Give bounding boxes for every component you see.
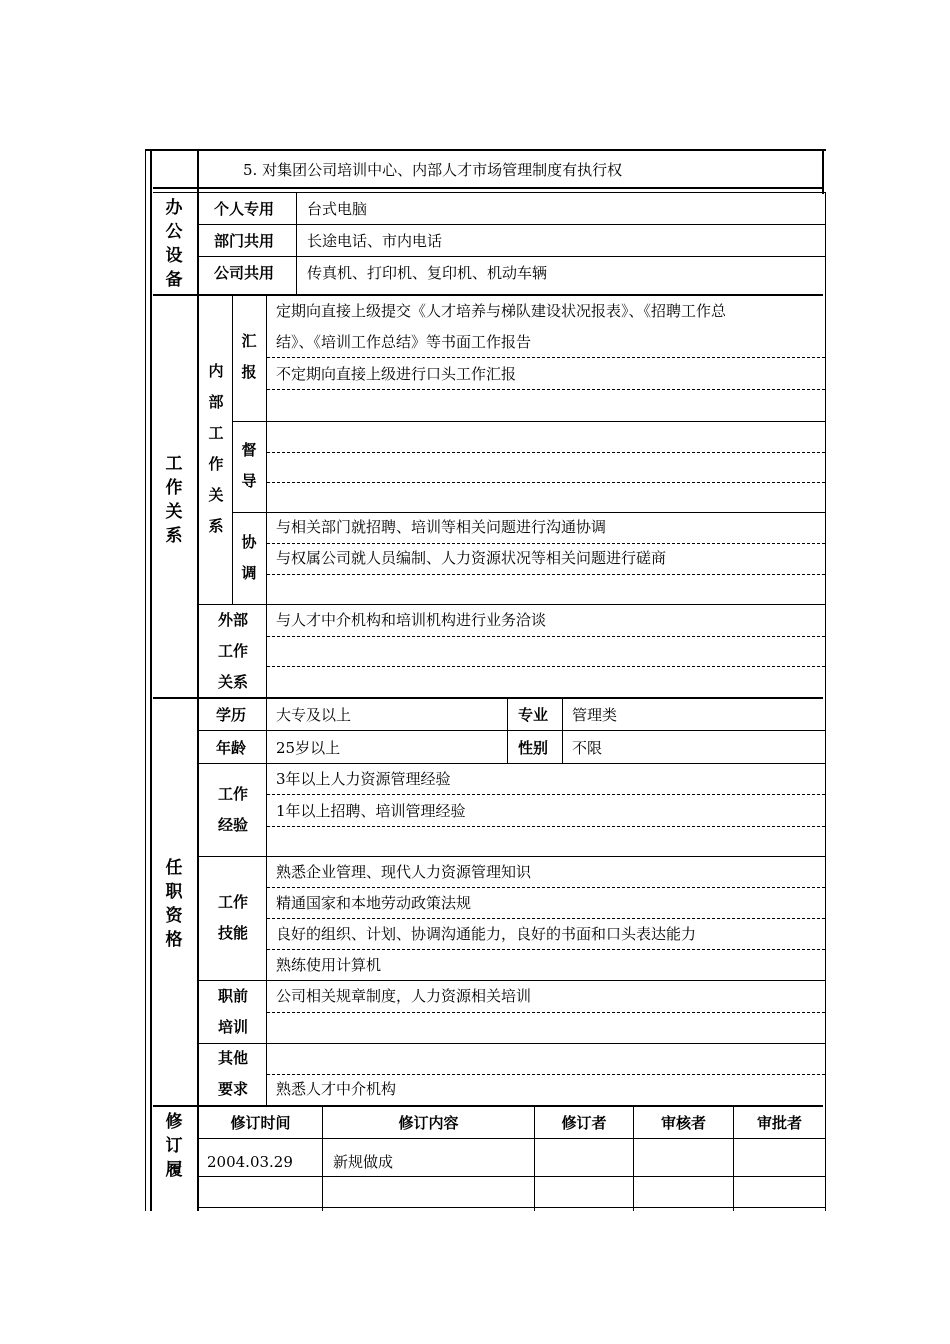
qual-mid-column xyxy=(507,697,508,763)
external-relations-label: 外部 工作 关系 xyxy=(217,611,248,691)
row-divider xyxy=(199,1176,825,1177)
report-line-1: 定期向直接上级提交《人才培养与梯队建设状况报表》、《招聘工作总 xyxy=(276,302,727,320)
outer-left-border-thick xyxy=(150,149,152,1211)
revision-row-1-date: 2004.03.29 xyxy=(207,1153,293,1171)
coordinate-label: 协 调 xyxy=(241,533,257,582)
age-label: 年龄 xyxy=(216,739,247,757)
dashed-line xyxy=(267,949,825,950)
experience-line-1: 3年以上人力资源管理经验 xyxy=(276,770,451,788)
report-line-2: 结》、《培训工作总结》等书面工作报告 xyxy=(276,333,532,351)
skills-line-2: 精通国家和本地劳动政策法规 xyxy=(276,894,472,912)
row-divider xyxy=(199,730,825,731)
qual-mid-column-2 xyxy=(562,697,563,763)
skills-line-1: 熟悉企业管理、现代人力资源管理知识 xyxy=(276,863,532,881)
dashed-line xyxy=(267,452,825,453)
row-divider xyxy=(199,980,825,981)
experience-label: 工作 经验 xyxy=(217,785,248,834)
revision-header-reviewer: 审核者 xyxy=(660,1114,706,1132)
internal-relations-label: 内 部 工 作 关 系 xyxy=(208,362,224,535)
row-divider xyxy=(199,1207,825,1208)
row-divider xyxy=(199,604,825,605)
dashed-line xyxy=(267,574,825,575)
qual-label-column xyxy=(266,697,267,1105)
qualification-section-title: 任 职 资 格 xyxy=(165,858,183,950)
row-divider xyxy=(199,856,825,857)
revision-header-reviser: 修订者 xyxy=(561,1114,607,1132)
office-value-personal: 台式电脑 xyxy=(307,200,368,218)
office-value-company: 传真机、打印机、复印机、机动车辆 xyxy=(307,264,548,282)
dashed-line xyxy=(267,794,825,795)
dashed-line xyxy=(267,1074,825,1075)
revision-header-date: 修订时间 xyxy=(230,1114,291,1132)
relations-section-title: 工 作 关 系 xyxy=(165,454,183,546)
office-label-personal: 个人专用 xyxy=(214,200,275,218)
external-line-1: 与人才中介机构和培训机构进行业务洽谈 xyxy=(276,611,547,629)
coordinate-line-2: 与权属公司就人员编制、人力资源状况等相关问题进行磋商 xyxy=(276,549,667,567)
dashed-line xyxy=(267,666,825,667)
education-value: 大专及以上 xyxy=(276,706,352,724)
right-border xyxy=(825,192,826,1211)
dashed-line xyxy=(267,482,825,483)
dashed-line xyxy=(267,826,825,827)
row-divider xyxy=(233,512,825,513)
coordinate-line-1: 与相关部门就招聘、培训等相关问题进行沟通协调 xyxy=(276,518,607,536)
internal-label-column xyxy=(232,294,233,604)
skills-line-4: 熟练使用计算机 xyxy=(276,956,382,974)
experience-line-2: 1年以上招聘、培训管理经验 xyxy=(276,802,466,820)
other-line-1: 熟悉人才中介机构 xyxy=(276,1080,397,1098)
office-section-title: 办 公 设 备 xyxy=(165,198,183,290)
age-value: 25岁以上 xyxy=(276,739,341,757)
other-requirements-label: 其他 要求 xyxy=(217,1049,248,1098)
major-value: 管理类 xyxy=(572,706,618,724)
row-divider xyxy=(199,763,825,764)
training-line-1: 公司相关规章制度，人力资源相关培训 xyxy=(276,987,532,1005)
office-value-department: 长途电话、市内电话 xyxy=(307,232,443,250)
row-divider xyxy=(233,421,825,422)
revision-header-content: 修订内容 xyxy=(398,1114,459,1132)
row-divider xyxy=(199,1138,825,1139)
skills-line-3: 良好的组织、计划、协调沟通能力，良好的书面和口头表达能力 xyxy=(276,925,697,943)
dashed-line xyxy=(267,357,825,358)
dashed-line xyxy=(267,389,825,390)
table-top-border xyxy=(145,149,826,151)
row-divider xyxy=(199,1043,825,1044)
report-line-3: 不定期向直接上级进行口头工作汇报 xyxy=(276,365,517,383)
skills-label: 工作 技能 xyxy=(217,893,248,942)
office-label-department: 部门共用 xyxy=(214,232,275,250)
section-divider-relations xyxy=(153,294,823,296)
supervise-label: 督 导 xyxy=(241,441,257,490)
gender-value: 不限 xyxy=(572,739,603,757)
education-label: 学历 xyxy=(216,706,247,724)
gender-label: 性别 xyxy=(518,739,549,757)
major-label: 专业 xyxy=(518,706,549,724)
row-divider xyxy=(199,256,825,257)
right-border-top xyxy=(822,149,824,194)
revision-section-title: 修 订 履 xyxy=(165,1112,183,1180)
dashed-line xyxy=(267,887,825,888)
dashed-line xyxy=(267,1012,825,1013)
dashed-line xyxy=(267,636,825,637)
office-label-column xyxy=(296,192,297,294)
report-label: 汇 报 xyxy=(241,332,257,381)
title-column-border xyxy=(197,149,199,1211)
dashed-line xyxy=(267,543,825,544)
outer-left-border xyxy=(145,149,146,1211)
dashed-line xyxy=(267,918,825,919)
authority-item-5: 5. 对集团公司培训中心、内部人才市场管理制度有执行权 xyxy=(243,161,623,179)
revision-header-approver: 审批者 xyxy=(756,1114,802,1132)
section-divider-office-inner xyxy=(153,192,825,193)
row-divider xyxy=(199,224,825,225)
section-divider-revision xyxy=(153,1105,823,1107)
office-label-company: 公司共用 xyxy=(214,264,275,282)
revision-row-1-content: 新规做成 xyxy=(333,1153,394,1171)
section-divider-office xyxy=(153,187,823,189)
pre-job-training-label: 职前 培训 xyxy=(217,987,248,1036)
